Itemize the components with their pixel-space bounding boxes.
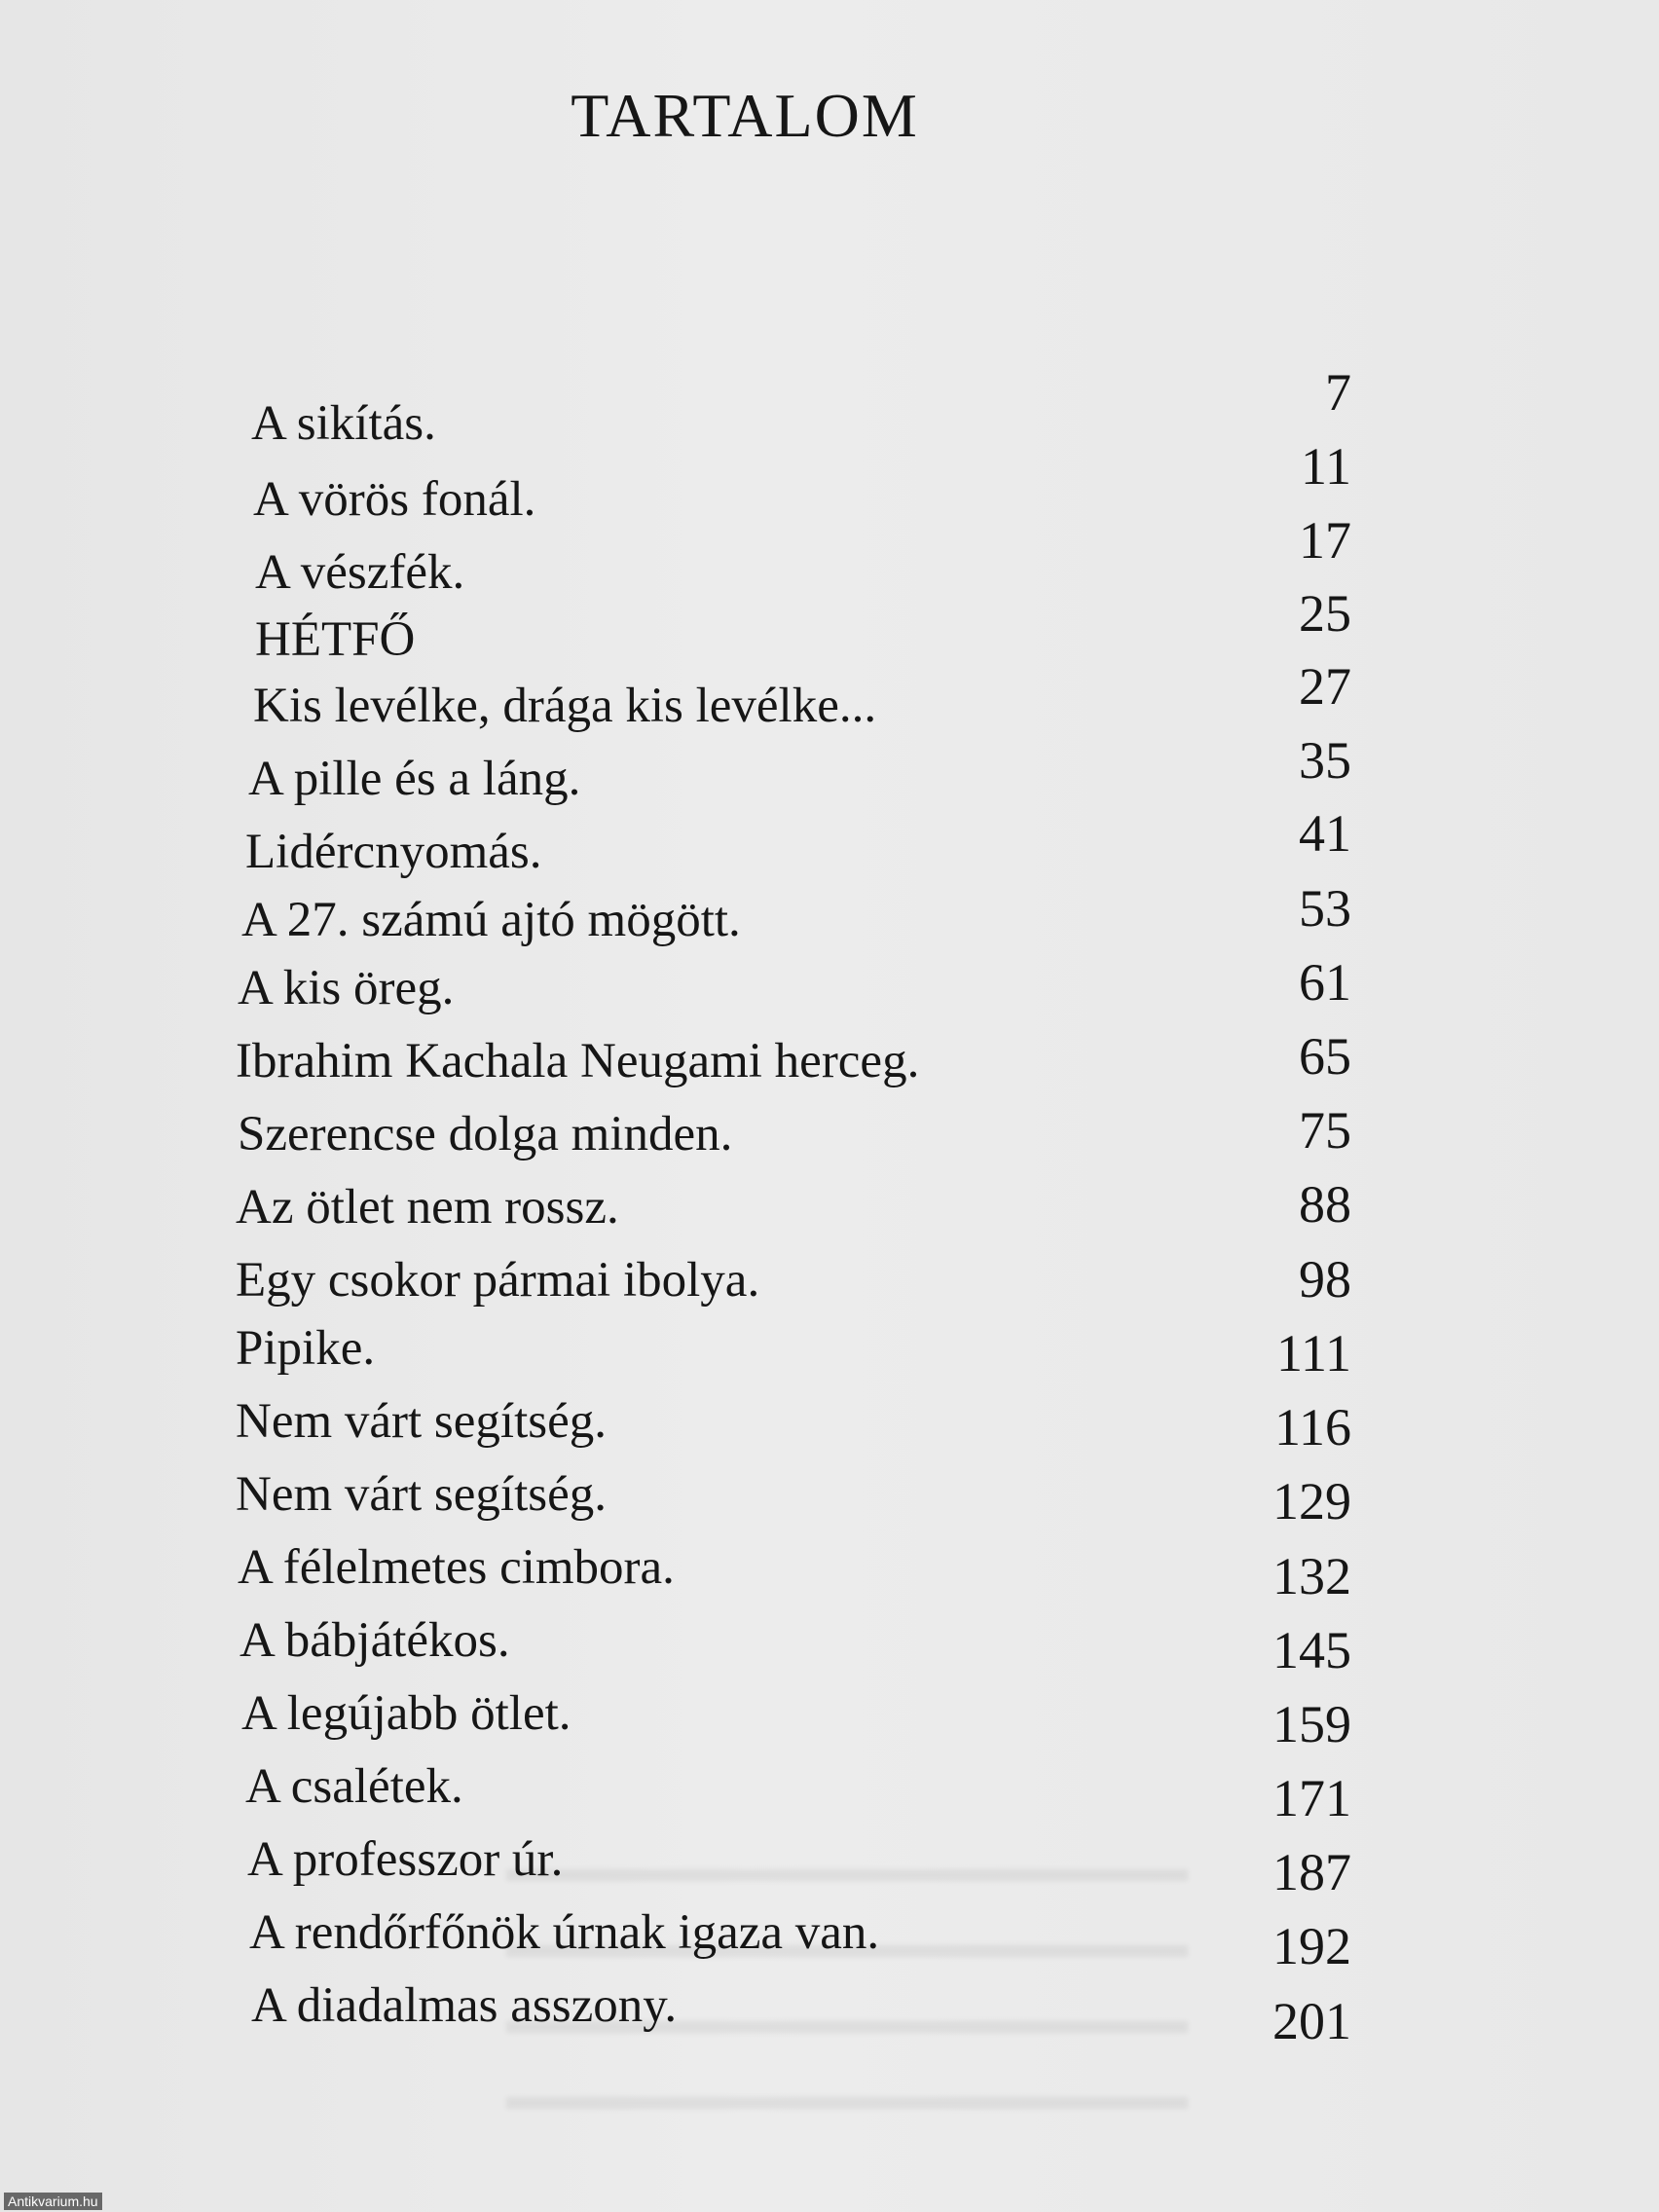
toc-entry-page-number: 88 xyxy=(1299,1175,1351,1234)
toc-entry-title: A 27. számú ajtó mögött. xyxy=(241,893,741,947)
toc-entry-page-number: 145 xyxy=(1272,1621,1351,1679)
toc-entry-title: Az ötlet nem rossz. xyxy=(236,1180,619,1235)
toc-entry-page-number: 53 xyxy=(1299,879,1351,938)
toc-entry-title: A kis öreg. xyxy=(238,961,455,1015)
toc-entry-title: A félelmetes cimbora. xyxy=(238,1540,675,1595)
toc-entry-title: Nem várt segítség. xyxy=(236,1394,607,1449)
toc-entry-title: Nem várt segítség. xyxy=(236,1467,607,1522)
toc-entry-title: A professzor úr. xyxy=(247,1832,564,1887)
toc-entry-page-number: 17 xyxy=(1299,511,1351,570)
show-through-text xyxy=(506,1830,1188,2142)
toc-entry-page-number: 116 xyxy=(1274,1398,1351,1456)
toc-entry-page-number: 7 xyxy=(1325,363,1351,422)
toc-entry-page-number: 75 xyxy=(1299,1101,1351,1160)
toc-entry-title: A rendőrfőnök úrnak igaza van. xyxy=(249,1905,880,1960)
toc-entry-title: Pipike. xyxy=(236,1321,376,1376)
toc-entry-page-number: 35 xyxy=(1299,731,1351,790)
toc-entry-page-number: 111 xyxy=(1276,1324,1351,1382)
toc-entry-page-number: 25 xyxy=(1299,584,1351,643)
toc-entry-title: A diadalmas asszony. xyxy=(251,1978,678,2033)
toc-entry-page-number: 11 xyxy=(1301,437,1351,496)
toc-entry-title: Lidércnyomás. xyxy=(245,825,542,879)
toc-entry-title: A bábjátékos. xyxy=(240,1613,510,1668)
toc-entry-page-number: 98 xyxy=(1299,1250,1351,1309)
toc-entry-title: A csalétek. xyxy=(245,1759,463,1814)
toc-entry-title: A vörös fonál. xyxy=(253,472,536,527)
toc-entry-title: A sikítás. xyxy=(251,396,436,451)
toc-entry-title: Szerencse dolga minden. xyxy=(238,1107,733,1161)
toc-entry-page-number: 41 xyxy=(1299,804,1351,863)
toc-entry-page-number: 61 xyxy=(1299,953,1351,1012)
toc-entry-page-number: 27 xyxy=(1299,657,1351,716)
toc-entry-title: A vészfék. xyxy=(255,545,465,600)
page-title: TARTALOM xyxy=(571,81,919,150)
toc-entry-page-number: 192 xyxy=(1272,1917,1351,1975)
toc-entry-page-number: 171 xyxy=(1272,1769,1351,1827)
toc-entry-title: Kis levélke, drága kis levélke... xyxy=(253,679,877,733)
toc-entry-title: A pille és a láng. xyxy=(248,752,581,806)
toc-entry-title: Ibrahim Kachala Neugami herceg. xyxy=(236,1034,920,1088)
toc-entry-page-number: 159 xyxy=(1272,1695,1351,1753)
toc-entry-title: Egy csokor pármai ibolya. xyxy=(236,1253,760,1308)
toc-entry-title: A legújabb ötlet. xyxy=(241,1686,571,1741)
toc-entry-title: HÉTFŐ xyxy=(255,612,416,667)
watermark: Antikvarium.hu xyxy=(4,2193,102,2210)
toc-entry-page-number: 129 xyxy=(1272,1472,1351,1530)
toc-entry-page-number: 65 xyxy=(1299,1027,1351,1086)
toc-entry-page-number: 187 xyxy=(1272,1843,1351,1901)
toc-entry-page-number: 201 xyxy=(1272,1992,1351,2050)
toc-entry-page-number: 132 xyxy=(1272,1547,1351,1605)
